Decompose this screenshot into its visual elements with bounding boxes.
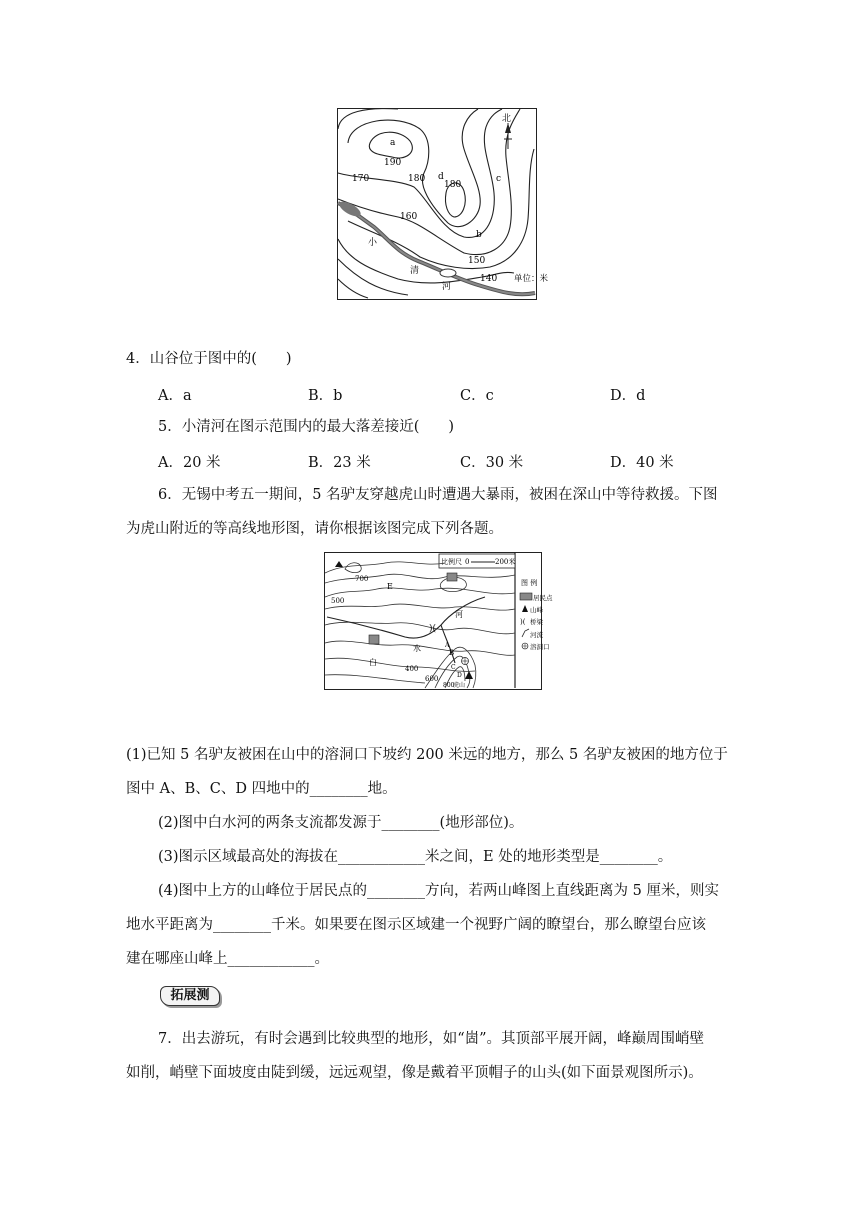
label-A: A — [445, 642, 450, 649]
label-B: B — [449, 649, 455, 657]
q4-option-c[interactable]: C．c — [460, 388, 494, 404]
label-160: 160 — [400, 212, 418, 222]
label-b: b — [476, 230, 482, 240]
contour-150 — [348, 149, 534, 269]
sub2: (2)图中白水河的两条支流都发源于________(地形部位)。 — [158, 815, 524, 831]
label-E: E — [387, 582, 393, 591]
q5-option-d[interactable]: D．40 米 — [610, 455, 674, 471]
label-he: 河 — [455, 610, 463, 619]
settlement-west — [369, 635, 379, 644]
legend-peak-icon — [522, 605, 528, 612]
legend-settlement: 居民点 — [533, 594, 553, 602]
unit-label: 单位：米 — [514, 274, 549, 284]
q6-line-2: 为虎山附近的等高线地形图，请你根据该图完成下列各题。 — [126, 521, 503, 537]
legend-cave: 溶洞口 — [530, 643, 550, 651]
contour-map-2-svg — [325, 553, 553, 689]
label-shui: 水 — [413, 644, 421, 653]
river-label-2: 清 — [410, 266, 420, 276]
scale-value: 200米 — [495, 558, 516, 566]
legend-bridge: 桥梁 — [530, 618, 543, 626]
section-badge: 拓展测 — [160, 986, 220, 1006]
q7-line-2: 如削，峭壁下面坡度由陡到缓，远远观望，像是戴着平顶帽子的山头(如下面景观图所示)。 — [126, 1065, 703, 1081]
north-label: 北 — [502, 114, 512, 124]
sub1-line-2: 图中 A、B、C、D 四地中的________地。 — [126, 781, 397, 797]
sub3: (3)图示区域最高处的海拔在____________米之间，E 处的地形类型是________。 — [158, 849, 673, 865]
contour-map-1 — [337, 108, 549, 300]
sub1-line-1: (1)已知 5 名驴友被困在山中的溶洞口下坡约 200 米远的地方，那么 5 名驴友被困的地方位于 — [126, 747, 728, 763]
legend-peak: 山峰 — [530, 606, 543, 614]
contour-lower-2 — [338, 279, 368, 298]
q4-option-a[interactable]: A．a — [158, 388, 192, 404]
label-C: C — [451, 664, 456, 671]
c2-700 — [325, 562, 445, 573]
label-190: 190 — [384, 158, 402, 168]
legend-bridge-icon: )( — [520, 618, 526, 626]
contour-lower-1 — [338, 259, 408, 295]
label-170: 170 — [352, 174, 370, 184]
q5-option-a[interactable]: A．20 米 — [158, 455, 221, 471]
q5-option-b[interactable]: B．23 米 — [308, 455, 371, 471]
label-d: d — [438, 172, 444, 182]
legend-title: 图 例 — [521, 579, 538, 587]
q4-option-d[interactable]: D．d — [610, 388, 646, 404]
settlement-north — [447, 573, 457, 581]
label-600: 600 — [425, 675, 439, 683]
label-bai: 白 — [369, 658, 377, 667]
river-xiaoqing — [338, 203, 535, 294]
label-180-b: 180 — [444, 180, 462, 190]
label-150: 150 — [468, 256, 486, 266]
peak-tiger — [465, 671, 473, 679]
legend-river-icon — [522, 629, 529, 637]
scale-zero: 0 — [465, 558, 470, 566]
label-a: a — [390, 138, 396, 148]
label-tiger-mountain: 虎山 — [453, 682, 466, 689]
sub4-line-2: 地水平距离为________千米。如果要在图示区域建一个视野广阔的瞭望台，那么瞭望台应该 — [126, 917, 706, 933]
scale-label: 比例尺 — [441, 558, 462, 566]
q4-stem: 4．山谷位于图中的( ) — [126, 351, 292, 367]
peak-northwest — [335, 561, 343, 567]
label-500: 500 — [331, 597, 345, 605]
bridge-icon: )( — [429, 624, 437, 634]
river-island — [440, 269, 456, 277]
label-800: 800 — [443, 682, 455, 689]
river-xiaoqing-inner — [338, 203, 535, 294]
sub4-line-1: (4)图中上方的山峰位于居民点的________方向，若两山峰图上直线距离为 5 厘米，则实 — [158, 883, 719, 899]
q4-option-b[interactable]: B．b — [308, 388, 343, 404]
label-700: 700 — [355, 575, 369, 583]
label-c: c — [496, 174, 502, 184]
q6-line-1: 6．无锡中考五一期间，5 名驴友穿越虎山时遭遇大暴雨，被困在深山中等待救援。下图 — [158, 487, 718, 503]
legend-settlement-icon — [520, 593, 532, 600]
river-label-3: 河 — [442, 282, 452, 292]
q5-option-c[interactable]: C．30 米 — [460, 455, 524, 471]
q5-stem: 5．小清河在图示范围内的最大落差接近( ) — [158, 419, 455, 435]
river-label-1: 小 — [368, 238, 378, 248]
label-140: 140 — [480, 274, 498, 284]
label-400: 400 — [405, 665, 419, 673]
legend-river: 河流 — [530, 631, 543, 639]
contour-map-1-svg — [338, 109, 549, 298]
contour-map-2 — [324, 552, 553, 690]
sub4-line-3: 建在哪座山峰上____________。 — [126, 951, 329, 967]
label-D: D — [457, 672, 462, 679]
q7-line-1: 7．出去游玩，有时会遇到比较典型的地形，如“崮”。其顶部平展开阔，峰巅周围峭壁 — [158, 1031, 705, 1047]
label-180-a: 180 — [408, 174, 426, 184]
